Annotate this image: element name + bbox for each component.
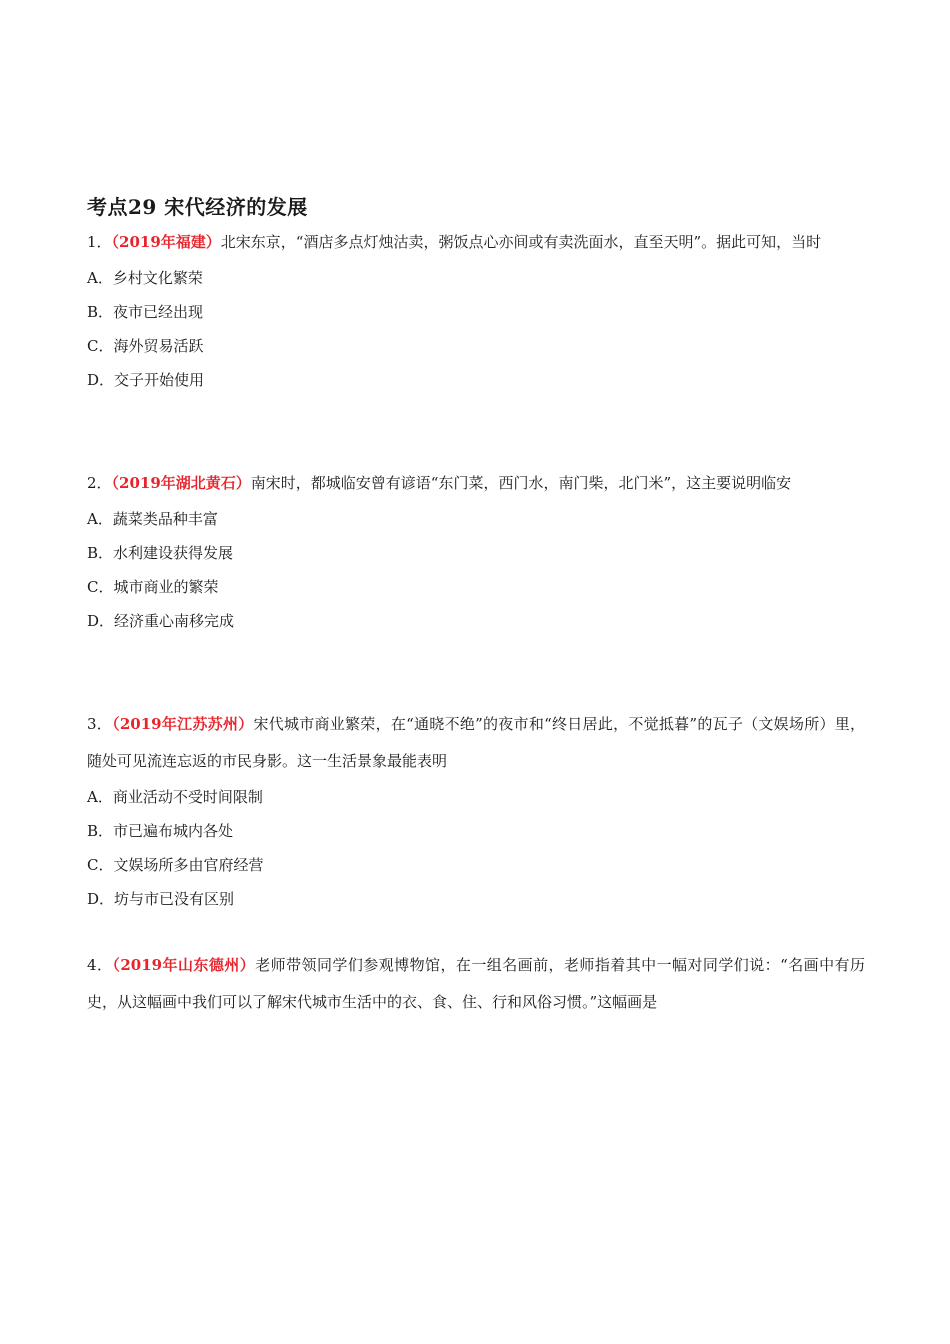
option-a: A．商业活动不受时间限制 bbox=[87, 788, 263, 806]
options-list bbox=[87, 502, 865, 638]
question-source: （2019年山东德州） bbox=[112, 956, 256, 974]
question-source: （2019年湖北黄石） bbox=[111, 474, 251, 492]
option-c: C．文娱场所多由官府经营 bbox=[87, 856, 264, 874]
option-a: A．蔬菜类品种丰富 bbox=[87, 510, 218, 528]
option-a: A．乡村文化繁荣 bbox=[87, 269, 203, 287]
question-number: 3． bbox=[87, 715, 113, 733]
question-number: 1． bbox=[87, 233, 112, 251]
option-b: B．市已遍布城内各处 bbox=[87, 822, 234, 840]
option-c: C．海外贸易活跃 bbox=[87, 337, 204, 355]
option-b: B．水利建设获得发展 bbox=[87, 544, 234, 562]
question-3 bbox=[87, 706, 865, 916]
option-c: C．城市商业的繁荣 bbox=[87, 578, 219, 596]
question-stem bbox=[87, 465, 865, 502]
options-list bbox=[87, 780, 865, 916]
question-stem bbox=[87, 947, 865, 1021]
option-d: D．交子开始使用 bbox=[87, 371, 205, 389]
question-number: 4． bbox=[87, 956, 113, 974]
question-text: 北宋东京，“酒店多点灯烛沽卖，粥饭点心亦间或有卖洗面水，直至天明”。据此可知，当时 bbox=[220, 233, 822, 251]
option-b: B．夜市已经出现 bbox=[87, 303, 204, 321]
question-source: （2019年江苏苏州） bbox=[112, 715, 254, 733]
question-text: 老师带领同学们参观博物馆，在一组名画前，老师指着其中一幅对同学们说：“名画中有历史，从这幅画中我们可以了解宋代城市生活中的衣、食、住、行和风俗习惯。”这幅画是 bbox=[87, 956, 865, 1011]
option-d: D．坊与市已没有区别 bbox=[87, 890, 235, 908]
options-list bbox=[87, 261, 865, 397]
question-stem bbox=[87, 706, 865, 780]
option-d: D．经济重心南移完成 bbox=[87, 612, 235, 630]
question-stem bbox=[87, 224, 865, 261]
question-2 bbox=[87, 465, 865, 638]
question-source: （2019年福建） bbox=[111, 233, 221, 251]
question-number: 2． bbox=[87, 474, 112, 492]
question-1 bbox=[87, 224, 865, 397]
page-title: 考点29 宋代经济的发展 bbox=[87, 195, 308, 219]
question-text: 宋代城市商业繁荣，在“通晓不绝”的夜市和“终日居此，不觉抵暮”的瓦子（文娱场所）里，随处可见流连忘返的市民身影。这一生活景象最能表明 bbox=[87, 715, 865, 770]
question-text: 南宋时，都城临安曾有谚语“东门菜，西门水，南门柴，北门米”，这主要说明临安 bbox=[250, 474, 792, 492]
question-4 bbox=[87, 947, 865, 1021]
